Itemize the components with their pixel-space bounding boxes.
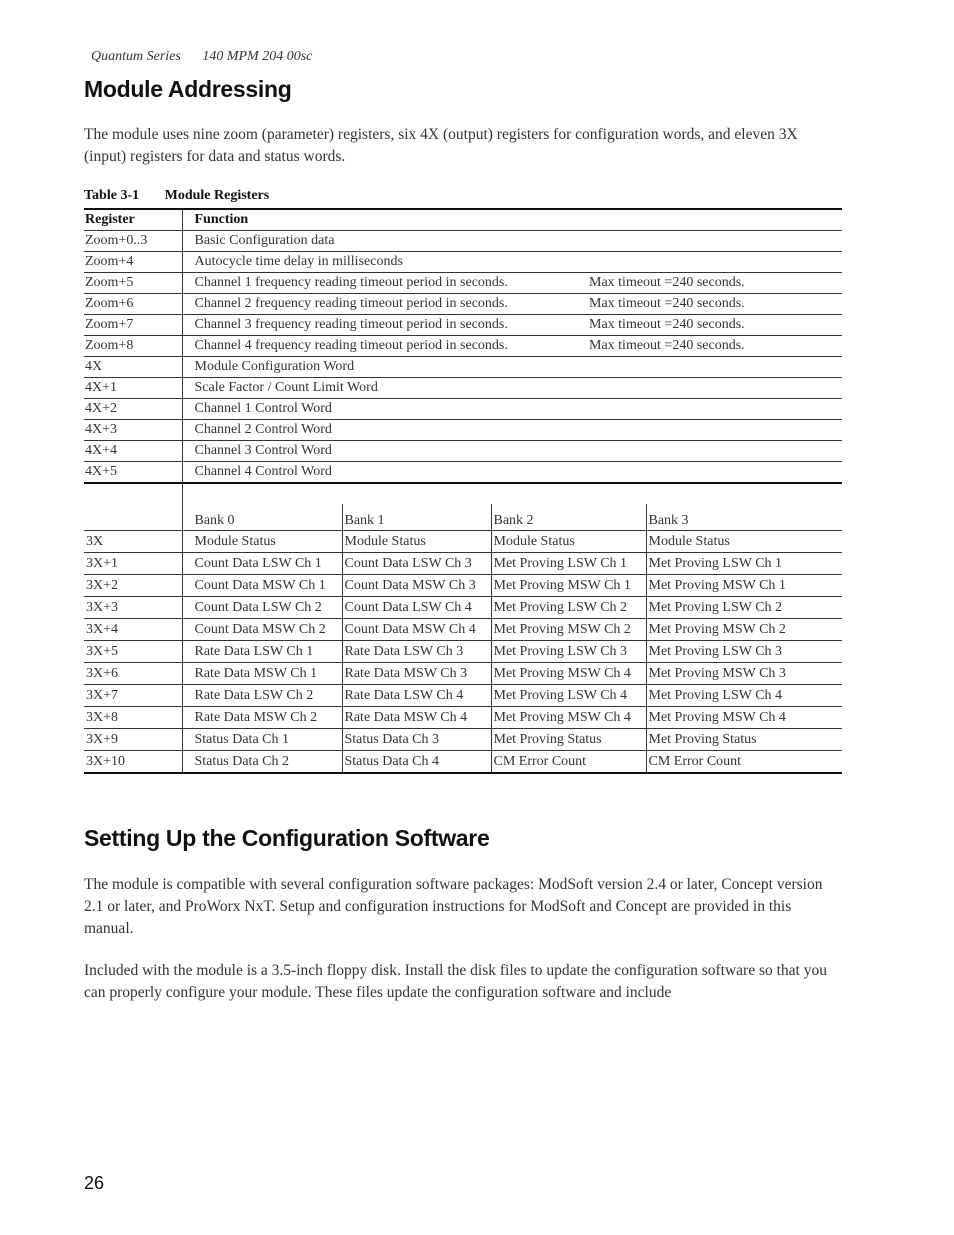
function-cell: Channel 2 frequency reading timeout period in seconds. xyxy=(182,294,587,315)
bank-3-cell: CM Error Count xyxy=(646,751,842,774)
register-cell: 3X+5 xyxy=(84,641,182,663)
function-cell: Scale Factor / Count Limit Word xyxy=(182,378,842,399)
bank-1-cell: Count Data LSW Ch 3 xyxy=(342,553,491,575)
function-cell: Channel 1 Control Word xyxy=(182,399,842,420)
register-cell: Zoom+7 xyxy=(84,315,182,336)
bank-0-cell: Count Data LSW Ch 2 xyxy=(182,597,342,619)
register-cell: 4X+3 xyxy=(84,420,182,441)
bank-header-1: Bank 1 xyxy=(342,504,491,531)
table-row xyxy=(84,294,842,315)
bank-0-cell: Status Data Ch 2 xyxy=(182,751,342,774)
table-title: Module Registers xyxy=(164,188,270,203)
bank-0-cell: Status Data Ch 1 xyxy=(182,729,342,751)
function-cell: Channel 3 Control Word xyxy=(182,441,842,462)
timeout-note-cell: Max timeout =240 seconds. xyxy=(587,294,842,315)
bank-table xyxy=(84,474,842,774)
table-row xyxy=(84,751,842,774)
bank-3-cell: Met Proving LSW Ch 1 xyxy=(646,553,842,575)
register-cell: 4X+2 xyxy=(84,399,182,420)
table-caption xyxy=(84,188,269,204)
bank-0-cell: Module Status xyxy=(182,531,342,553)
bank-2-cell: Met Proving MSW Ch 1 xyxy=(491,575,646,597)
function-cell: Autocycle time delay in milliseconds xyxy=(182,252,842,273)
bank-2-cell: Met Proving MSW Ch 4 xyxy=(491,707,646,729)
timeout-note-cell: Max timeout =240 seconds. xyxy=(587,273,842,294)
bank-0-cell: Rate Data LSW Ch 2 xyxy=(182,685,342,707)
table-row xyxy=(84,336,842,357)
bank-3-cell: Met Proving MSW Ch 1 xyxy=(646,575,842,597)
function-cell: Basic Configuration data xyxy=(182,231,842,252)
bank-2-cell: Module Status xyxy=(491,531,646,553)
register-cell: Zoom+5 xyxy=(84,273,182,294)
table-row xyxy=(84,729,842,751)
table-row xyxy=(84,553,842,575)
bank-2-cell: Met Proving MSW Ch 2 xyxy=(491,619,646,641)
register-cell: Zoom+0..3 xyxy=(84,231,182,252)
table-row xyxy=(84,441,842,462)
register-cell: Zoom+4 xyxy=(84,252,182,273)
bank-2-cell: Met Proving LSW Ch 3 xyxy=(491,641,646,663)
register-cell: 3X+2 xyxy=(84,575,182,597)
table-row xyxy=(84,707,842,729)
bank-0-cell: Count Data MSW Ch 2 xyxy=(182,619,342,641)
table-row xyxy=(84,315,842,336)
bank-3-cell: Module Status xyxy=(646,531,842,553)
bank-1-cell: Count Data MSW Ch 3 xyxy=(342,575,491,597)
table-row xyxy=(84,685,842,707)
table-row xyxy=(84,273,842,294)
register-cell: 3X+3 xyxy=(84,597,182,619)
bank-2-cell: Met Proving LSW Ch 2 xyxy=(491,597,646,619)
register-cell: 3X xyxy=(84,531,182,553)
bank-0-cell: Rate Data MSW Ch 1 xyxy=(182,663,342,685)
table-row xyxy=(84,641,842,663)
register-cell: 3X+6 xyxy=(84,663,182,685)
bank-3-cell: Met Proving MSW Ch 3 xyxy=(646,663,842,685)
table-row xyxy=(84,597,842,619)
bank-3-cell: Met Proving MSW Ch 4 xyxy=(646,707,842,729)
function-cell: Channel 4 frequency reading timeout period in seconds. xyxy=(182,336,587,357)
table-row xyxy=(84,619,842,641)
table-row xyxy=(84,531,842,553)
bank-3-cell: Met Proving LSW Ch 2 xyxy=(646,597,842,619)
bank-0-cell: Rate Data MSW Ch 2 xyxy=(182,707,342,729)
column-header-register: Register xyxy=(84,209,182,231)
timeout-note-cell: Max timeout =240 seconds. xyxy=(587,336,842,357)
bank-2-cell: Met Proving Status xyxy=(491,729,646,751)
bank-1-cell: Status Data Ch 4 xyxy=(342,751,491,774)
table-row xyxy=(84,231,842,252)
register-cell: 4X+4 xyxy=(84,441,182,462)
bank-2-cell: Met Proving MSW Ch 4 xyxy=(491,663,646,685)
bank-1-cell: Count Data MSW Ch 4 xyxy=(342,619,491,641)
register-cell: 3X+8 xyxy=(84,707,182,729)
register-cell: 3X+7 xyxy=(84,685,182,707)
register-cell: 3X+10 xyxy=(84,751,182,774)
bank-header-3: Bank 3 xyxy=(646,504,842,531)
table-row xyxy=(84,378,842,399)
section-title-module-addressing: Module Addressing xyxy=(84,76,292,102)
table-row xyxy=(84,252,842,273)
header-series: Quantum Series xyxy=(91,49,181,64)
table-row xyxy=(84,420,842,441)
timeout-note-cell: Max timeout =240 seconds. xyxy=(587,315,842,336)
bank-2-cell: CM Error Count xyxy=(491,751,646,774)
bank-header-row xyxy=(84,504,842,531)
bank-1-cell: Rate Data LSW Ch 4 xyxy=(342,685,491,707)
bank-1-cell: Rate Data MSW Ch 3 xyxy=(342,663,491,685)
register-cell: 3X+1 xyxy=(84,553,182,575)
bank-0-cell: Count Data LSW Ch 1 xyxy=(182,553,342,575)
bank-header-2: Bank 2 xyxy=(491,504,646,531)
compatibility-paragraph: The module is compatible with several configuration software packages: ModSoft version 2.4 or later, Concept version 2.1 or later, and ProWorx NxT. Setup and configuration instructions for ModSoft and Concept are provided in this manual. xyxy=(84,876,823,937)
table-row xyxy=(84,399,842,420)
function-cell: Channel 1 frequency reading timeout period in seconds. xyxy=(182,273,587,294)
bank-2-cell: Met Proving LSW Ch 4 xyxy=(491,685,646,707)
bank-1-cell: Rate Data LSW Ch 3 xyxy=(342,641,491,663)
bank-1-cell: Rate Data MSW Ch 4 xyxy=(342,707,491,729)
bank-3-cell: Met Proving Status xyxy=(646,729,842,751)
bank-1-cell: Status Data Ch 3 xyxy=(342,729,491,751)
function-cell: Module Configuration Word xyxy=(182,357,842,378)
register-cell: 3X+9 xyxy=(84,729,182,751)
register-cell: 3X+4 xyxy=(84,619,182,641)
running-header xyxy=(91,49,330,65)
table-header-row xyxy=(84,209,842,231)
column-header-function: Function xyxy=(182,209,842,231)
table-row xyxy=(84,357,842,378)
function-cell: Channel 3 frequency reading timeout period in seconds. xyxy=(182,315,587,336)
bank-0-cell: Rate Data LSW Ch 1 xyxy=(182,641,342,663)
register-cell: 4X+1 xyxy=(84,378,182,399)
bank-spacer-row xyxy=(84,474,842,504)
bank-0-cell: Count Data MSW Ch 1 xyxy=(182,575,342,597)
table-row xyxy=(84,575,842,597)
floppy-disk-paragraph: Included with the module is a 3.5-inch floppy disk. Install the disk files to update the configuration software so that you can properly configure your module. These files update the configuration software and include xyxy=(84,962,827,1001)
bank-3-cell: Met Proving LSW Ch 4 xyxy=(646,685,842,707)
bank-3-cell: Met Proving LSW Ch 3 xyxy=(646,641,842,663)
table-row xyxy=(84,663,842,685)
bank-1-cell: Module Status xyxy=(342,531,491,553)
bank-3-cell: Met Proving MSW Ch 2 xyxy=(646,619,842,641)
header-model: 140 MPM 204 00sc xyxy=(202,49,313,64)
function-cell: Channel 4 Control Word xyxy=(182,462,842,484)
register-cell: Zoom+8 xyxy=(84,336,182,357)
register-cell: Zoom+6 xyxy=(84,294,182,315)
function-cell: Channel 2 Control Word xyxy=(182,420,842,441)
page-number: 26 xyxy=(84,1173,105,1193)
section-title-configuration-software: Setting Up the Configuration Software xyxy=(84,825,490,851)
bank-header-0: Bank 0 xyxy=(182,504,342,531)
bank-1-cell: Count Data LSW Ch 4 xyxy=(342,597,491,619)
table-number: Table 3-1 xyxy=(84,188,140,203)
bank-2-cell: Met Proving LSW Ch 1 xyxy=(491,553,646,575)
register-table xyxy=(84,208,842,484)
intro-paragraph: The module uses nine zoom (parameter) registers, six 4X (output) registers for configuration words, and eleven 3X (input) registers for data and status words. xyxy=(84,126,798,165)
register-cell: 4X+5 xyxy=(84,462,182,484)
register-cell: 4X xyxy=(84,357,182,378)
